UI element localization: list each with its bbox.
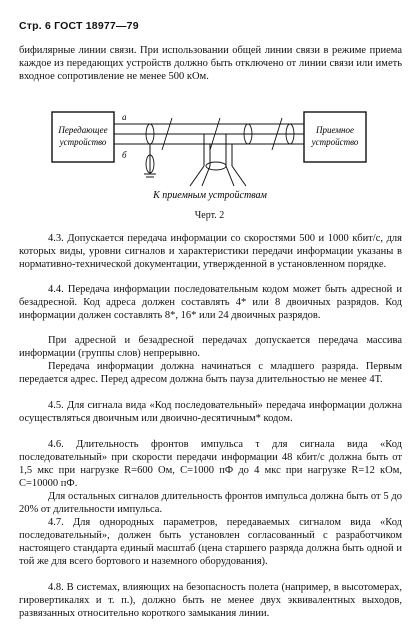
section-4-3 [19,232,402,271]
wiring-diagram [50,106,380,206]
transmitter-label-line2: устройство [59,137,107,147]
transmitter-label-line1: Передающее [58,125,108,135]
section-num: 4.4. [48,284,64,295]
section-text: Длительность фронтов импульса τ для сигнала вида «Код последовательный» при скорости передачи информации 48 кбит/с должна быть от 1,5 мкс при нагрузке R=600 Ом, C=1000 пФ до 4 мкс при нагрузке R=12 кОм, C=10000 пФ. [19,439,402,489]
section-text: В системах, влияющих на безопасность полета (например, в высотомерах, гировертикалях и т. п.), должно быть не менее двух эквивалентных выходов, развязанных относительно короткого замыкания линии. [19,582,402,619]
section-text: При адресной и безадресной передачах допускается передача массива информации (группы слов) непрерывно. [19,335,402,359]
section-num: 4.6. [48,439,64,450]
section-4-8 [19,581,402,620]
receiver-label-line1: Приемное [316,125,354,135]
figure-diagram [50,106,380,206]
section-text: Для сигнала вида «Код последовательный» передача информации должна осуществляться двоичным или двоично-десятичным* кодом. [19,400,403,424]
section-num: 4.7. [48,517,64,528]
section-text: Передача информации последовательным кодом может быть адресной и безадресной. Код адреса должен составлять 4* или 8 двоичных разрядов. Код информации должен составлять 8*, 16* или 24 двоичных разрядов. [19,284,403,321]
wire-label-a: а [122,112,127,122]
section-num: 4.8. [48,582,64,593]
section-text: Допускается передача информации со скоростями 500 и 1000 кбит/с, для которых виды, уровни сигналов и характеристики передачи информации указаны в нормативно-технической документации, утвержденной в установленном порядке. [19,233,402,270]
section-text: Передача информации должна начинаться с младшего разряда. Первым передается адрес. Перед адресом должна быть пауза длительностью не менее 4Т. [19,361,402,385]
section-4-4-order [19,360,402,386]
section-4-7 [19,516,402,568]
section-4-6 [19,438,402,490]
section-num: 4.5. [48,400,64,411]
wire-label-b: б [122,150,127,160]
section-4-6-other [19,490,402,516]
section-text: Для остальных сигналов длительность фронтов импульса должна быть от 5 до 20% от длительности импульса. [19,491,402,515]
figure-caption: Черт. 2 [194,210,225,221]
section-4-5 [19,399,402,425]
intro-paragraph: бифилярные линии связи. При использовании общей линии связи в режиме приема каждое из передающих устройств должно быть отключено от линии связи или иметь входное сопротивление не менее 500 кОм. [19,45,402,82]
section-4-4 [19,283,402,322]
section-text: Для однородных параметров, передаваемых сигналом вида «Код последовательный», должен быть установлен согласованный с разработчиком настоящего стандарта единый масштаб (цена старшего разряда должна быть одной и той же для всего бортового и наземного оборудования). [19,517,402,567]
receiver-label-line2: устройство [311,137,359,147]
page-header: Стр. 6 ГОСТ 18977—79 [19,20,139,32]
section-4-4-array [19,334,402,360]
figure-bottom-label: К приемным устройствам [153,190,267,201]
section-num: 4.3. [48,233,64,244]
